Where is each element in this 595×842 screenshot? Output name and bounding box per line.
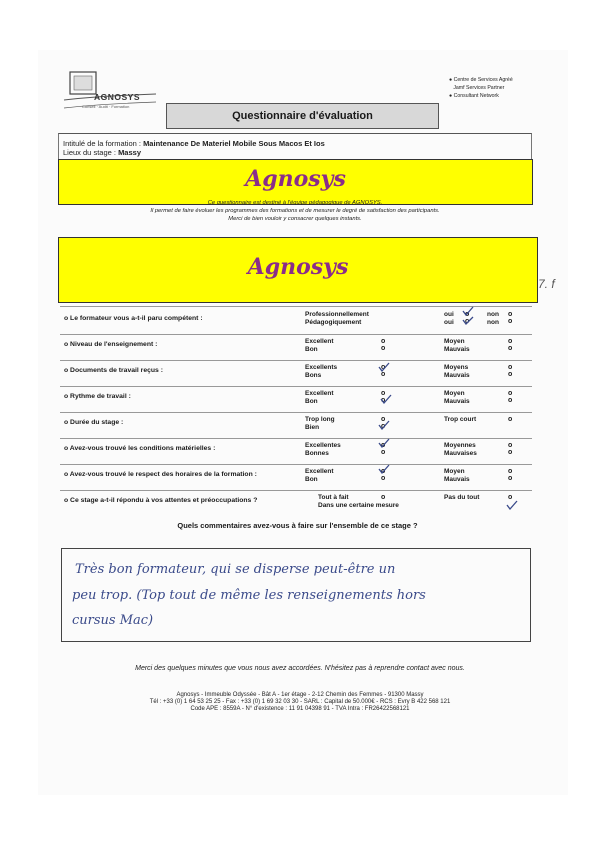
- question-4-options-left: Excellent Bon: [305, 390, 334, 405]
- lieu-line: Lieux du stage : Massy: [63, 148, 141, 157]
- question-5-options-right: Trop court: [444, 416, 477, 423]
- radio-circle[interactable]: o o: [508, 390, 513, 404]
- question-8-options-left: Tout à fait Dans une certaine mesure: [318, 494, 399, 509]
- footer-line-2: Tél : +33 (0) 1 64 53 25 25 - Fax : +33 (0) 1 69 32 03 30 - SARL : Capital de 50.000€ - RCS : Evry B 422 568 121: [149, 699, 451, 705]
- radio-circle[interactable]: o o: [381, 338, 386, 352]
- question-5-options-left: Trop long Bien: [305, 416, 335, 431]
- radio-circle[interactable]: o: [381, 494, 386, 501]
- question-7-options-left: Excellent Bon: [305, 468, 334, 483]
- radio-circle[interactable]: o o: [508, 338, 513, 352]
- logo-tagline: Conseil · Audit · Formation: [82, 104, 130, 109]
- question-3-label: o Documents de travail reçus :: [64, 367, 163, 374]
- row-divider: [60, 464, 532, 465]
- radio-circle[interactable]: o o: [381, 442, 386, 456]
- redaction-banner-1: Agnosys: [58, 159, 533, 205]
- question-6-options-left: Excellentes Bonnes: [305, 442, 341, 457]
- question-3-options-right: Moyens Mauvais: [444, 364, 470, 379]
- question-1-label: o Le formateur vous a-t-il paru compétent :: [64, 315, 203, 322]
- redaction-banner-2: Agnosys: [58, 237, 538, 303]
- partner-line-2: Jamf Services Partner: [453, 85, 505, 91]
- checkmark-icon: [462, 315, 474, 325]
- question-4-label: o Rythme de travail :: [64, 393, 131, 400]
- question-5-label: o Durée du stage :: [64, 419, 124, 426]
- question-1-options: Professionnellement Pédagogiquement: [305, 311, 369, 326]
- question-3-options-left: Excellents Bons: [305, 364, 338, 379]
- row-divider: [60, 360, 532, 361]
- thanks-message: Merci des quelques minutes que vous nous avez accordées. N'hésitez pas à reprendre contact avec nous.: [135, 665, 465, 672]
- checkmark-icon: [378, 362, 390, 372]
- question-1-no: non non: [487, 311, 499, 326]
- margin-scribble: 7. f: [538, 277, 555, 291]
- formation-line: Intitulé de la formation : Maintenance De Materiel Mobile Sous Macos Et Ios: [63, 139, 325, 148]
- formation-value: Maintenance De Materiel Mobile Sous Macos Et Ios: [143, 139, 325, 148]
- row-divider: [60, 412, 532, 413]
- question-4-options-right: Moyen Mauvais: [444, 390, 470, 405]
- radio-circle[interactable]: o o: [381, 364, 386, 378]
- checkmark-icon: [506, 500, 518, 510]
- apple-icon: ●: [449, 93, 453, 99]
- radio-circle[interactable]: o o: [508, 364, 513, 378]
- radio-circle[interactable]: o o: [508, 442, 513, 456]
- question-7-options-right: Moyen Mauvais: [444, 468, 470, 483]
- question-2-label: o Niveau de l'enseignement :: [64, 341, 158, 348]
- radio-circle[interactable]: o o: [508, 311, 513, 325]
- partner-line-1: ● Centre de Services Agréé: [449, 77, 513, 83]
- radio-circle[interactable]: o o: [381, 390, 386, 404]
- question-7-label: o Avez-vous trouvé le respect des horaires de la formation :: [64, 471, 257, 478]
- checkmark-icon: [378, 438, 390, 448]
- row-divider: [60, 334, 532, 335]
- question-1-yes: oui oui: [444, 311, 454, 326]
- question-8-options-right: Pas du tout: [444, 494, 480, 501]
- radio-circle[interactable]: o: [508, 494, 513, 501]
- row-divider: [60, 438, 532, 439]
- comments-title: Quels commentaires avez-vous à faire sur l'ensemble de ce stage ?: [177, 521, 418, 530]
- radio-circle[interactable]: o o: [465, 311, 470, 325]
- row-divider: [60, 490, 532, 491]
- apple-icon: ●: [449, 77, 453, 83]
- logo-name: AGNOSYS: [94, 92, 141, 102]
- footer-line-3: Code APE : 8559A - N° d'existence : 11 91 04398 91 - TVA Intra : FR26422568121: [190, 706, 410, 712]
- question-6-options-right: Moyennes Mauvaises: [444, 442, 477, 457]
- partner-line-3: ● Consultant Network: [449, 93, 499, 99]
- radio-circle[interactable]: o o: [381, 468, 386, 482]
- intro-line-3: Merci de bien vouloir y consacrer quelques instants.: [228, 216, 362, 222]
- radio-circle[interactable]: o o: [381, 416, 386, 430]
- lieu-value: Massy: [118, 148, 141, 157]
- intro-line-1: Ce questionnaire est destiné à l'équipe pédagogique de AGNOSYS.: [207, 200, 383, 206]
- radio-circle[interactable]: o o: [508, 468, 513, 482]
- checkmark-icon: [378, 420, 390, 430]
- row-divider: [60, 386, 532, 387]
- page-title: Questionnaire d'évaluation: [166, 103, 439, 129]
- radio-circle[interactable]: o: [508, 416, 513, 423]
- intro-line-2: Il permet de faire évoluer les programmes des formations et de mesurer le degré de satisfaction des participants.: [150, 208, 440, 214]
- handwritten-line-2: peu trop. (Top tout de même les renseignements hors: [72, 588, 426, 603]
- question-2-options-left: Excellent Bon: [305, 338, 334, 353]
- question-6-label: o Avez-vous trouvé les conditions matérielles :: [64, 445, 216, 452]
- checkmark-icon: [380, 394, 392, 404]
- handwritten-line-3: cursus Mac): [72, 613, 154, 628]
- question-2-options-right: Moyen Mauvais: [444, 338, 470, 353]
- partner-block: [449, 76, 513, 100]
- checkmark-icon: [378, 464, 390, 474]
- footer-line-1: Agnosys - Immeuble Odyssée - Bât A - 1er étage - 2-12 Chemin des Femmes - 91300 Massy: [176, 692, 424, 698]
- handwritten-line-1: Très bon formateur, qui se disperse peut-être un: [75, 562, 396, 577]
- question-8-label: o Ce stage a-t-il répondu à vos attentes et préoccupations ?: [64, 497, 258, 504]
